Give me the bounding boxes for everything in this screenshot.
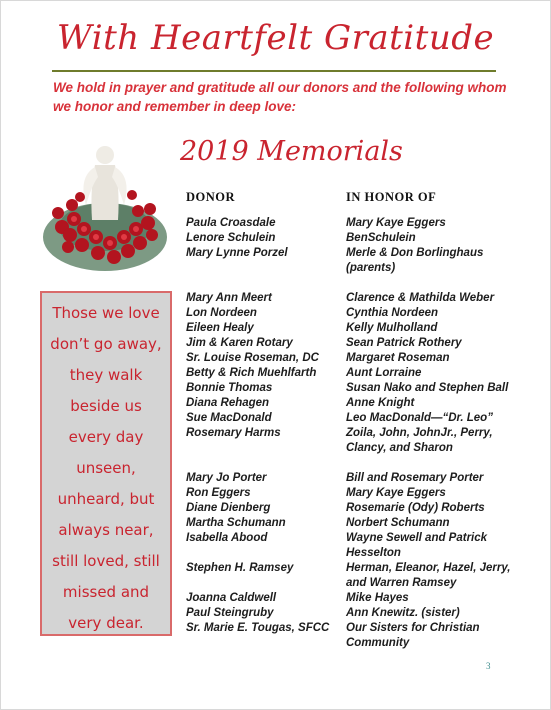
honoree-entry: Zoila, John, JohnJr., Perry,	[346, 427, 493, 439]
honoree-entry: Mary Kaye Eggers	[346, 487, 446, 499]
honoree-entry: Wayne Sewell and Patrick	[346, 532, 488, 544]
honoree-entry: Aunt Lorraine	[346, 367, 422, 379]
quote-line: unheard, but	[57, 490, 155, 508]
honoree-entry: Our Sisters for Christian	[346, 622, 480, 634]
honoree-entry: Margaret Roseman	[346, 352, 450, 364]
donor-entry: Paula Croasdale	[186, 217, 276, 229]
donor-entry: Sr. Marie E. Tougas, SFCC	[186, 622, 330, 634]
memorials-heading: 2019 Memorials	[180, 136, 403, 167]
donor-entry: Jim & Karen Rotary	[186, 337, 293, 349]
angel-rose-bouquet-icon	[40, 135, 170, 275]
honoree-entry: Anne Knight	[346, 397, 415, 409]
donor-entry: Sue MacDonald	[186, 412, 272, 424]
donor-column-header: DONOR	[186, 190, 236, 204]
honoree-entry: BenSchulein	[346, 232, 416, 244]
quote-line: Those we love	[52, 304, 160, 322]
donor-entry: Rosemary Harms	[186, 427, 281, 439]
honoree-entry: (parents)	[346, 262, 396, 274]
honoree-entry: Mike Hayes	[346, 592, 409, 604]
honoree-entry: Community	[346, 637, 410, 649]
page-title: With Heartfelt Gratitude	[56, 18, 495, 58]
honoree-entry: Rosemarie (Ody) Roberts	[346, 502, 485, 514]
honoree-entry: Clancy, and Sharon	[346, 442, 453, 454]
donor-entry: Betty & Rich Muehlfarth	[186, 367, 317, 379]
donor-entry: Eileen Healy	[186, 322, 254, 334]
page-number: 3	[486, 661, 491, 671]
donor-entry: Mary Ann Meert	[186, 292, 272, 304]
donor-entry: Lon Nordeen	[186, 307, 257, 319]
honoree-entry: Leo MacDonald—“Dr. Leo”	[346, 412, 493, 424]
honoree-entry: Cynthia Nordeen	[346, 307, 439, 319]
quote-line: they walk	[69, 366, 143, 384]
quote-line: don’t go away,	[50, 335, 162, 353]
donor-entry: Lenore Schulein	[186, 232, 276, 244]
honoree-entry: Susan Nako and Stephen Ball	[346, 382, 509, 394]
honoree-entry: Merle & Don Borlinghaus	[346, 247, 484, 259]
quote-text	[42, 298, 170, 639]
quote-line: every day	[68, 428, 144, 446]
donor-entry: Sr. Louise Roseman, DC	[186, 352, 319, 364]
donor-entry: Paul Steingruby	[186, 607, 274, 619]
donor-entry: Mary Jo Porter	[186, 472, 267, 484]
quote-line: beside us	[70, 397, 142, 415]
honor-list	[346, 216, 546, 651]
honor-column-header: IN HONOR OF	[346, 190, 437, 204]
quote-line: unseen,	[76, 459, 136, 477]
honoree-entry: and Warren Ramsey	[346, 577, 457, 589]
donor-entry: Martha Schumann	[186, 517, 286, 529]
honoree-entry: Kelly Mulholland	[346, 322, 438, 334]
honoree-entry	[346, 276, 546, 291]
intro-text: We hold in prayer and gratitude all our donors and the following whom we honor and remember in deep love:	[53, 80, 507, 114]
donor-entry: Diana Rehagen	[186, 397, 270, 409]
honoree-entry: Clarence & Mathilda Weber	[346, 292, 495, 304]
quote-line: missed and	[62, 583, 150, 601]
quote-box	[40, 291, 172, 636]
honoree-entry: Hesselton	[346, 547, 401, 559]
donor-entry: Ron Eggers	[186, 487, 251, 499]
donor-entry: Diane Dienberg	[186, 502, 271, 514]
quote-line: still loved, still	[52, 552, 160, 570]
honoree-entry: Ann Knewitz. (sister)	[346, 607, 460, 619]
honoree-entry: Bill and Rosemary Porter	[346, 472, 484, 484]
honoree-entry: Norbert Schumann	[346, 517, 450, 529]
quote-line: very dear.	[68, 614, 144, 632]
donor-entry: Stephen H. Ramsey	[186, 562, 294, 574]
donor-entry: Bonnie Thomas	[186, 382, 273, 394]
honoree-entry: Sean Patrick Rothery	[346, 337, 462, 349]
donor-entry: Isabella Abood	[186, 532, 268, 544]
donor-entry: Mary Lynne Porzel	[186, 247, 288, 259]
honoree-entry	[346, 456, 546, 471]
honoree-entry: Mary Kaye Eggers	[346, 217, 446, 229]
title-divider	[52, 70, 496, 72]
quote-line: always near,	[58, 521, 154, 539]
honoree-entry: Herman, Eleanor, Hazel, Jerry,	[346, 562, 511, 574]
donor-entry: Joanna Caldwell	[186, 592, 277, 604]
